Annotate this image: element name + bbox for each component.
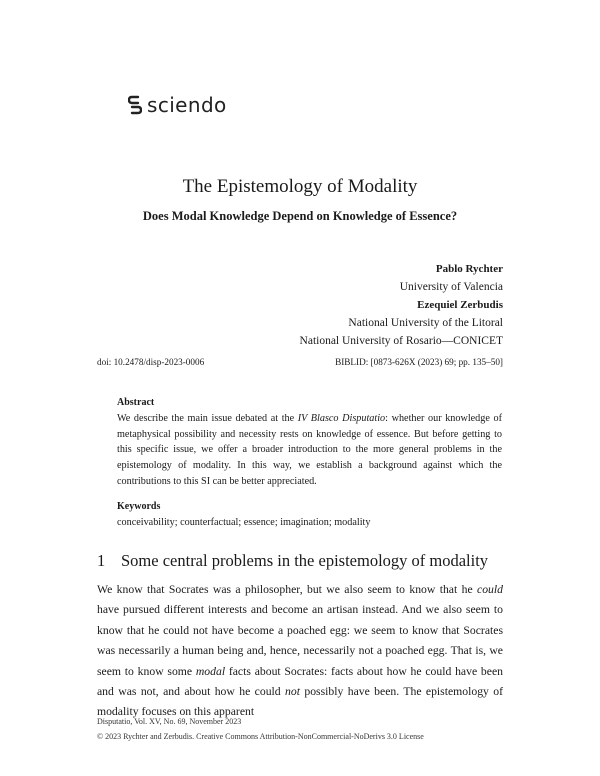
publication-meta xyxy=(97,357,503,367)
section-number: 1 xyxy=(97,551,106,570)
doi: doi: 10.2478/disp-2023-0006 xyxy=(97,357,205,367)
sciendo-s-icon xyxy=(128,95,142,115)
abstract-label: Abstract xyxy=(117,397,155,408)
author-affiliation: National University of the Litoral xyxy=(348,317,503,329)
abstract-block xyxy=(117,395,502,530)
page-footer xyxy=(97,715,424,744)
license-info: © 2023 Rychter and Zerbudis. Creative Commons Attribution-NonCommercial-NoDerivs 3.0 License xyxy=(97,731,424,741)
author-affiliation: University of Valencia xyxy=(399,281,503,293)
author-name: Pablo Rychter xyxy=(435,263,503,275)
keywords-text: conceivability; counterfactual; essence; imagination; modality xyxy=(117,516,371,528)
biblid: BIBLID: [0873-626X (2023) 69; pp. 135–50] xyxy=(335,357,503,367)
paper-subtitle: Does Modal Knowledge Depend on Knowledge of Essence? xyxy=(142,209,458,223)
paper-title: The Epistemology of Modality xyxy=(182,176,418,197)
author-name: Ezequiel Zerbudis xyxy=(417,299,503,311)
logo-text: sciendo xyxy=(147,93,227,117)
body-paragraph: We know that Socrates was a philosopher, but we also seem to know that he could have pursued different interests and become an artisan instead. And we also seem to know that he could not have become a poached egg: we seem to know that Socrates was necessarily a human being and, hence, necessarily not a poached egg. That is, we seem to know some modal facts about Socrates: facts about how he could have been and was not, and about how he could not possibly have been. The epistemology of modality focuses on this apparent xyxy=(97,583,504,719)
author-affiliation: National University of Rosario—CONICET xyxy=(299,335,503,347)
section-heading xyxy=(97,551,488,571)
sciendo-logo xyxy=(128,93,227,117)
author-block xyxy=(300,260,503,350)
journal-info: Disputatio, Vol. XV, No. 69, November 2023 xyxy=(97,717,242,726)
abstract-text: We describe the main issue debated at the IV Blasco Disputatio: whether our knowledge of metaphysical possibility and necessity rests on knowledge of essence. But before getting to this specific issue, we offer a broader introduction to the more general problems in the epistemology of modality. In this way, we establish a background against which the contributions to this SI can be better appreciated. xyxy=(117,412,502,487)
section-title: Some central problems in the epistemology of modality xyxy=(121,551,489,570)
keywords-label: Keywords xyxy=(117,500,161,512)
